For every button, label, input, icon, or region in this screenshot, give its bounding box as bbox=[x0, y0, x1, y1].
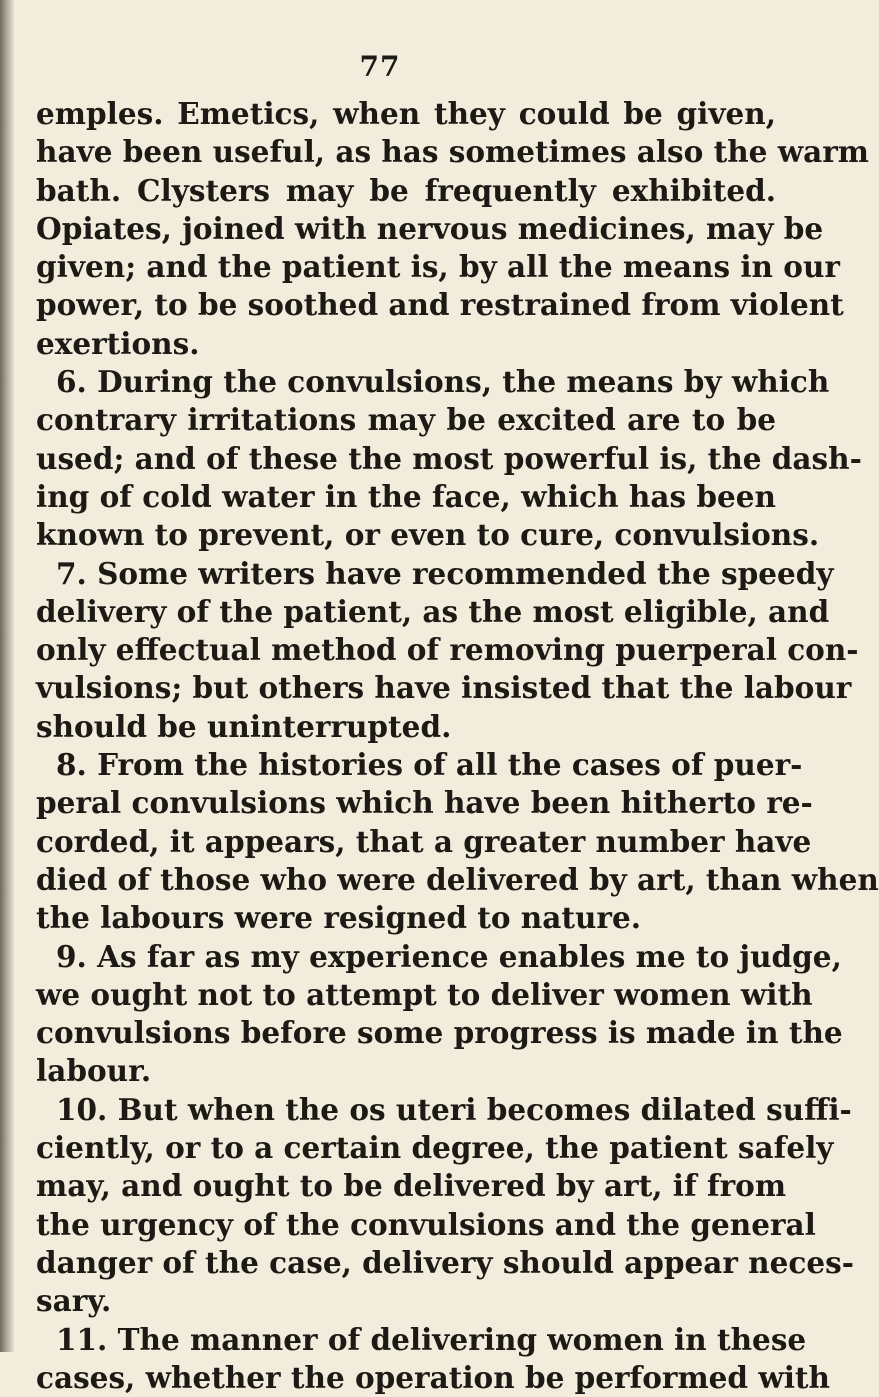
text-line: vulsions; but others have insisted that the labour bbox=[36, 670, 852, 706]
text-line: power, to be soothed and restrained from violent bbox=[36, 287, 844, 323]
text-line: the urgency of the convulsions and the general bbox=[36, 1206, 816, 1242]
page-gutter-shadow bbox=[0, 0, 14, 1352]
text-line: ciently, or to a certain degree, the patient safely bbox=[36, 1130, 834, 1166]
text-line: cases, whether the operation be performed with bbox=[36, 1359, 831, 1395]
text-line: corded, it appears, that a greater number have bbox=[36, 823, 812, 859]
text-line: 11. The manner of delivering women in these bbox=[56, 1321, 807, 1357]
text-line: bath. Clysters may be frequently exhibited. bbox=[36, 172, 776, 208]
text-line: used; and of these the most powerful is, the dash- bbox=[36, 440, 862, 476]
text-line: contrary irritations may be excited are to be bbox=[36, 402, 776, 438]
text-line: known to prevent, or even to cure, convulsions. bbox=[36, 517, 820, 553]
text-line: convulsions before some progress is made in the bbox=[36, 1015, 843, 1051]
text-line: ing of cold water in the face, which has been bbox=[36, 478, 776, 514]
text-line: the labours were resigned to nature. bbox=[36, 900, 642, 936]
text-line: danger of the case, delivery should appear neces- bbox=[36, 1244, 854, 1280]
body-text bbox=[36, 95, 879, 1397]
text-line: given; and the patient is, by all the means in our bbox=[36, 249, 840, 285]
text-line: exertions. bbox=[36, 325, 200, 361]
text-line: 7. Some writers have recommended the speedy bbox=[56, 555, 834, 591]
text-line: peral convulsions which have been hitherto re- bbox=[36, 785, 813, 821]
text-line: should be uninterrupted. bbox=[36, 708, 452, 744]
text-line: Opiates, joined with nervous medicines, may be bbox=[36, 210, 824, 246]
text-line: sary. bbox=[36, 1283, 112, 1319]
text-line: delivery of the patient, as the most eligible, and bbox=[36, 593, 830, 629]
text-line: have been useful, as has sometimes also the warm bbox=[36, 134, 869, 170]
text-line: 9. As far as my experience enables me to judge, bbox=[56, 938, 842, 974]
text-line: died of those who were delivered by art, than when bbox=[36, 861, 879, 897]
text-line: 6. During the convulsions, the means by which bbox=[56, 364, 830, 400]
text-line: labour. bbox=[36, 1053, 152, 1089]
page-number: 77 bbox=[359, 50, 401, 83]
text-line: 8. From the histories of all the cases of puer- bbox=[56, 747, 803, 783]
text-line: emples. Emetics, when they could be given, bbox=[36, 96, 776, 131]
text-line: 10. But when the os uteri becomes dilated suffi- bbox=[56, 1091, 852, 1127]
text-line: we ought not to attempt to deliver women with bbox=[36, 976, 813, 1012]
text-line: may, and ought to be delivered by art, if from bbox=[36, 1168, 787, 1204]
text-line: only effectual method of removing puerperal con- bbox=[36, 632, 859, 668]
